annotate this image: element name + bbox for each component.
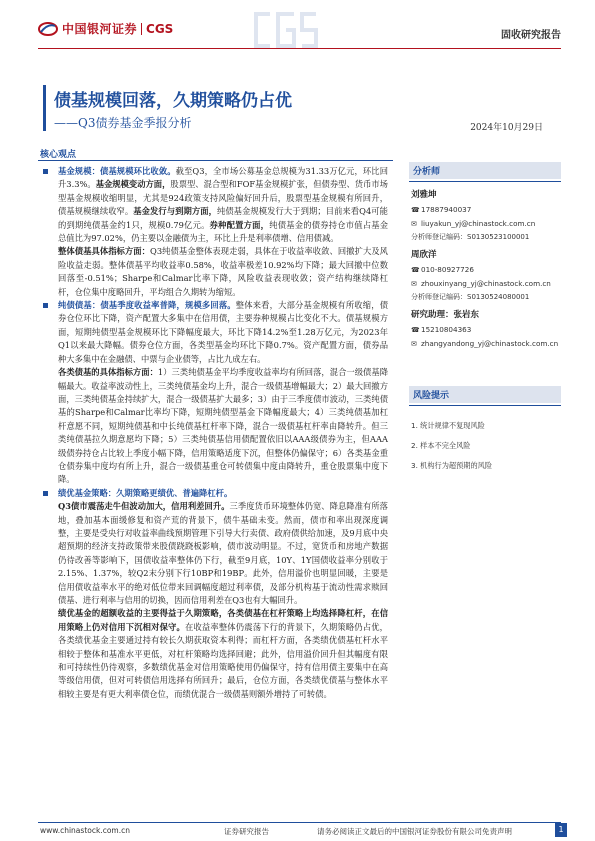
risk-item: 3. 机构行为超预期的风险 xyxy=(411,461,493,470)
logo-divider xyxy=(141,23,142,35)
footer-divider xyxy=(38,822,561,823)
bold-phrase: 券种配置方面， xyxy=(209,219,270,230)
assistant-phone-row: ☎ 15210804363 xyxy=(411,325,472,334)
page-number: 1 xyxy=(555,823,567,837)
phone-icon: ☎ xyxy=(411,265,420,274)
bold-phrase: 绩优基金的超额收益的主要得益于久期策略，各类债基在杠杆策略上均选择降杠杆，在信用策略上仍对信用下沉相对保守。 xyxy=(58,608,388,632)
text-run: 股票型、混合型和FOF基金规模扩张，但债券型、货币市场型基金规模收缩明显，尤其是924政策支持风险偏好回升后，股票型基金规模有所回升，债基规模继续收窄。 xyxy=(58,179,388,217)
paragraph-pure-bond xyxy=(58,299,388,366)
company-name-cn: 中国银河证券 xyxy=(62,22,138,36)
analyst-email-link[interactable]: zhouxinyang_yj@chinastock.com.cn xyxy=(421,279,551,288)
bold-phrase: Q3债市震荡走牛但波动加大，信用利差回升。 xyxy=(58,501,230,512)
paragraph-fund-type-metrics xyxy=(58,366,388,487)
analyst-name: 周欣洋 xyxy=(411,250,437,260)
footer-disclaimer: 请务必阅读正文最后的中国银河证券股份有限公司免责声明 xyxy=(317,827,512,836)
title-accent-bar xyxy=(43,85,46,131)
text-run: 纯债基金的债券持仓市值占基金总值比为97.02%，仍主要以金融债为主，环比上升是利率债增、信用债减。 xyxy=(58,219,388,244)
paragraph-duration-strategy xyxy=(58,607,388,701)
analyst-name: 刘雅坤 xyxy=(411,190,437,200)
text-run: 在收益率整体仍震荡下行的背景下，久期策略仍占优，各类绩优基金主要通过持有较长久期获取资本利得；而杠杆方面，各类绩优债基杠杆水平相较于整体和基准水平更低，对杠杆策略均选择回避；此外，信用溢价回升但其幅度有限和可持续性仍待观察，多数绩优基金对信用策略使用仍偏保守，持有信用债主要集中在高等级信用债，但对可转债信用选择有所回升；最后，仓位方面，各类绩优债基与整体水平相较主要是有更大利率债仓位，而绩优混合一级债基则额外增持了可转债。 xyxy=(58,621,388,699)
risk-section-header: 风险提示 xyxy=(409,386,561,406)
paragraph-top-fund-strategy xyxy=(58,487,388,500)
footer-website[interactable]: www.chinastock.com.cn xyxy=(40,826,130,835)
sidebar xyxy=(409,162,561,476)
text-run: Q3纯债基金整体表现走弱，具体在于收益率收敛、回撤扩大及风险收益走弱。整体债基平均收益率0.58%，收益率极差10.92%均下降；最大回撤中位数回落至-0.51%；Sharpe和Calmar比率下降，风险收益表现收敛；资产结构继续降杠杆，仓位集中度略回升，平均组合久期转为缩短。 xyxy=(58,246,388,297)
section-lead: 绩优基金策略：久期策略更绩优、普遍降杠杆。 xyxy=(58,487,233,498)
company-name-en: CGS xyxy=(146,21,174,36)
section-lead: 基金规模：债基规模环比收敛。 xyxy=(58,166,176,176)
page-header xyxy=(0,0,595,68)
analyst-email-row xyxy=(411,219,561,228)
email-icon: ✉ xyxy=(411,219,417,228)
core-views-heading: 核心观点 xyxy=(40,150,77,160)
text-run: 截至Q3，全市场公募基金总规模为31.33万亿元，环比回升3.3%。 xyxy=(58,166,388,190)
text-run: 整体来看，大部分基金规模有所收缩，债券仓位环比下降，资产配置大多集中在信用债，主要券种规模占比变化不大。债基规模方面，短期纯债型基金规模环比下降幅度最大，环比下降14.2%至1.28万亿元，为2023年Q1以来最大降幅。债券仓位方面，各类型基金均环比下降0.7%。资产配置方面，债券品种大多集中在金融债、中票与企业债等，占比九成左右。 xyxy=(58,300,388,364)
header-divider xyxy=(38,48,561,49)
analyst-email-row xyxy=(411,279,561,288)
footer-report-label: 证券研究报告 xyxy=(224,827,269,836)
report-title: 债基规模回落，久期策略仍占优 xyxy=(54,91,292,111)
bold-phrase: 基金规模变动方面， xyxy=(95,179,171,190)
report-subtitle: ——Q3债券基金季报分析 xyxy=(54,116,192,130)
email-icon: ✉ xyxy=(411,279,417,288)
core-views-divider xyxy=(38,160,393,161)
analyst-registration: 分析师登记编码：S0130524080001 xyxy=(411,293,530,301)
assistant-email-row xyxy=(411,339,561,348)
assistant-email-link[interactable]: zhangyandong_yj@chinastock.com.cn xyxy=(421,339,559,348)
paragraph-q3-market xyxy=(58,500,388,607)
risk-item: 1. 统计规律不复现风险 xyxy=(411,421,485,430)
report-type-label: 固收研究报告 xyxy=(501,30,561,41)
phone-icon: ☎ xyxy=(411,205,420,214)
bold-phrase: 基金发行与到期方面， xyxy=(133,206,217,217)
analyst-phone-row: ☎ 17887940037 xyxy=(411,205,472,214)
risk-item: 2. 样本不完全风险 xyxy=(411,441,471,450)
bold-phrase: 各类债基的具体指标方面： xyxy=(58,367,158,378)
risk-list xyxy=(411,416,561,476)
bold-phrase: 整体债基具体指标方面： xyxy=(58,246,151,257)
galaxy-logo-icon xyxy=(38,21,58,37)
analyst-email-link[interactable]: liuyakun_yj@chinastock.com.cn xyxy=(421,219,536,228)
report-date: 2024年10月29日 xyxy=(470,123,543,133)
text-run: 纯债基金规模发行大于到期；目前来看Q4可能的到期纯债基金约1只，规模0.79亿元。 xyxy=(58,206,388,230)
analyst-registration: 分析师登记编码：S0130523100001 xyxy=(411,233,530,241)
phone-icon: ☎ xyxy=(411,325,420,334)
company-logo xyxy=(38,20,173,37)
research-assistant: 研究助理： 张岩东 xyxy=(411,310,480,320)
text-run: 三季度货币环境整体仍宽、降息降准有所落地，叠加基本面缓修复和资产荒的背景下，债牛基础未变。然而，债市和率出现深度调整，主要是受央行对收益率曲线预期管理下引导大行卖债、政府债供给加速，及9月底中央超预期的经济支持政策带来股债跷跷板影响，债市波动明显。不过，宽货币和房地产数据仍待改善等影响下，国债收益率整体仍下行，截至9月底，10Y、1Y国债收益率分别收于2.15%、1.37%，较Q2末分别下行10BP和19BP。此外，信用溢价也明显回暖，主要是信用债收益率水平的绝对低位带来回调幅度超过利率债，及部分机构基于流动性需求赎回债基、进行利率与信用的切换，因而信用利差在Q3也有大幅回升。 xyxy=(58,501,388,605)
analyst-section-header: 分析师 xyxy=(409,162,561,182)
core-views-body xyxy=(58,165,388,701)
analyst-phone-row: ☎ 010-80927726 xyxy=(411,265,474,274)
email-icon: ✉ xyxy=(411,339,417,348)
paragraph-overall-metrics xyxy=(58,245,388,299)
section-lead: 纯债债基：债基季度收益率普降，规模多回落。 xyxy=(58,300,236,311)
cgs-watermark-icon xyxy=(250,6,320,68)
text-run: 1）三类纯债基金平均季度收益率均有所回落，混合一级债基降幅最大。收益率波动性上，三类纯债基金均上升，混合一级债基增幅最大；2）最大回撤方面，三类纯债基金持续扩大，混合一级债基扩大最多；3）由于三季度债市波动，三类纯债基的Sharpe和Calmar比率均下降，短期纯债型基金下降幅度最大；4）三类纯债基加杠杆意愿不同，短期纯债基和中长纯债基杠杆率下降，混合一级债基杠杆率由降转升。但三类纯债基拉久期意愿均下降；5）三类纯债基信用债配置依旧以AAA级债券为主，但AAA级债券持仓占比较上季度小幅下降，信用策略适度下沉，但整体仍偏保守；6）各类基金重仓债券集中度均有所上升，混合一级债基重仓可转债集中度由降转升，重仓股票集中度下降。 xyxy=(58,367,388,485)
paragraph-fund-size xyxy=(58,165,388,245)
